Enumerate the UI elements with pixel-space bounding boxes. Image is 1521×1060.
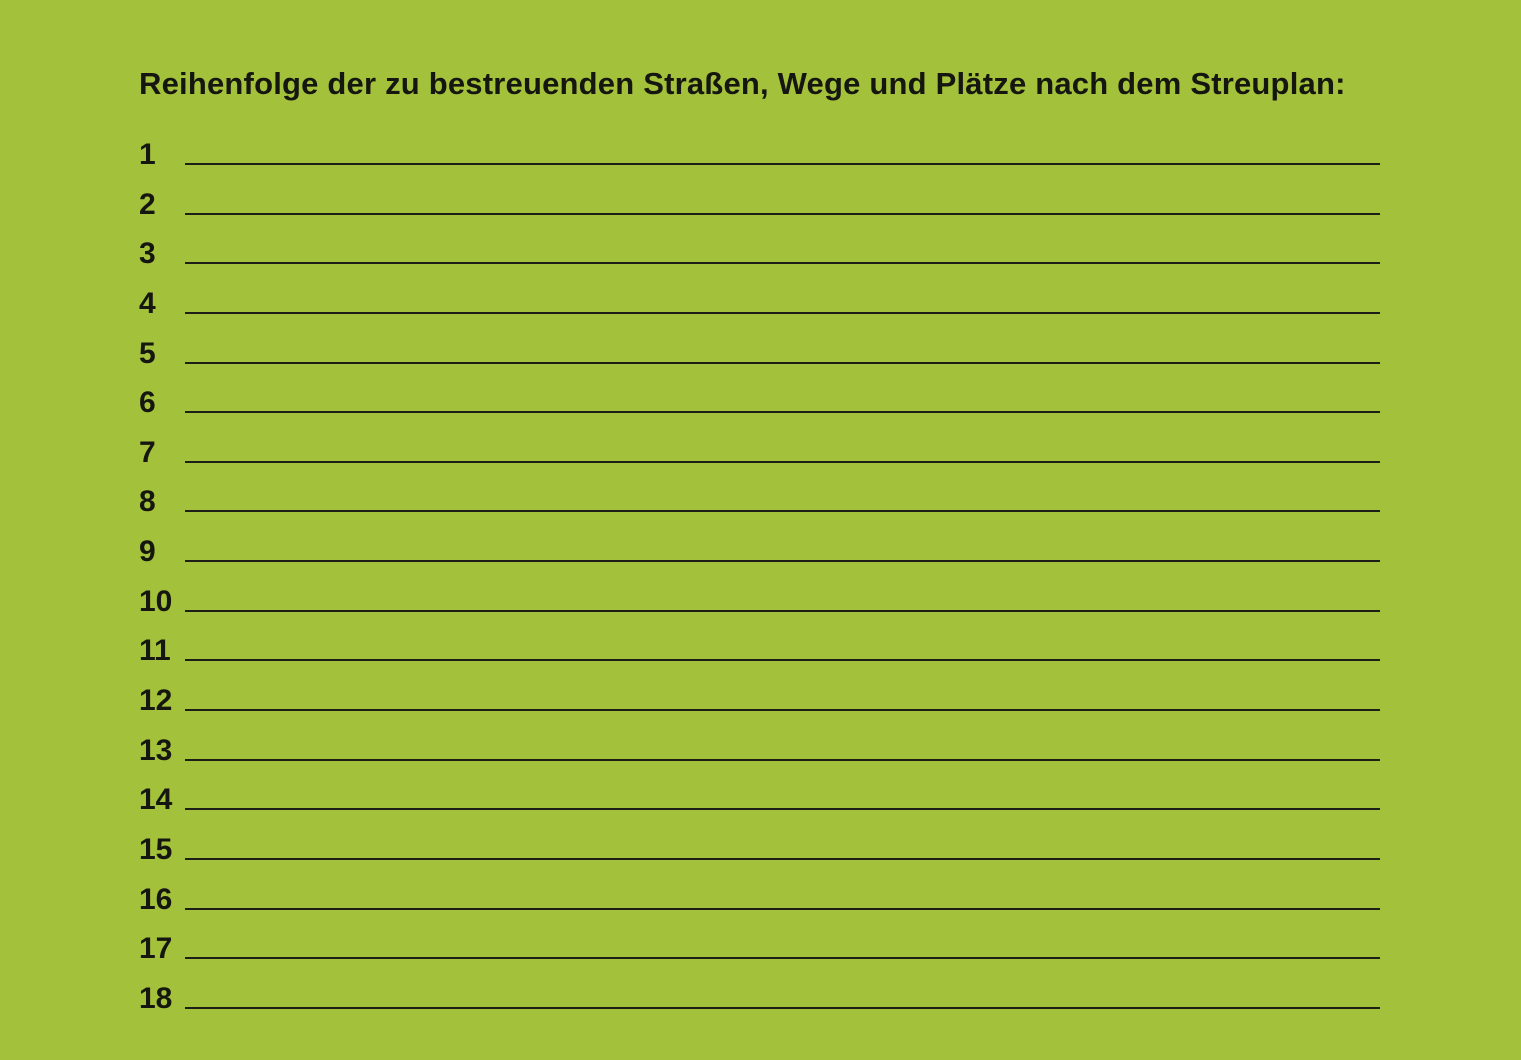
write-in-line (185, 362, 1380, 364)
list-item (139, 237, 1380, 287)
item-number: 8 (139, 485, 156, 519)
list-item (139, 734, 1380, 784)
list-item (139, 634, 1380, 684)
write-in-line (185, 610, 1380, 612)
write-in-line (185, 808, 1380, 810)
item-number: 3 (139, 237, 156, 271)
item-number: 6 (139, 386, 156, 420)
item-number: 14 (139, 783, 173, 817)
write-in-line (185, 163, 1380, 165)
list-item (139, 783, 1380, 833)
write-in-line (185, 262, 1380, 264)
numbered-line-list (139, 138, 1380, 1032)
write-in-line (185, 312, 1380, 314)
write-in-line (185, 709, 1380, 711)
write-in-line (185, 510, 1380, 512)
write-in-line (185, 560, 1380, 562)
write-in-line (185, 1007, 1380, 1009)
item-number: 5 (139, 336, 156, 370)
item-number: 11 (139, 634, 171, 668)
write-in-line (185, 213, 1380, 215)
list-item (139, 287, 1380, 337)
item-number: 18 (139, 981, 173, 1015)
item-number: 17 (139, 932, 173, 966)
item-number: 10 (139, 584, 173, 618)
item-number: 1 (139, 138, 156, 171)
list-item (139, 138, 1380, 188)
write-in-line (185, 858, 1380, 860)
list-item (139, 585, 1380, 635)
list-item (139, 188, 1380, 238)
list-item (139, 684, 1380, 734)
list-item (139, 982, 1380, 1032)
item-number: 12 (139, 684, 173, 718)
item-number: 7 (139, 435, 156, 469)
item-number: 9 (139, 535, 156, 569)
list-item (139, 535, 1380, 585)
write-in-line (185, 908, 1380, 910)
list-item (139, 386, 1380, 436)
item-number: 13 (139, 733, 173, 767)
list-item (139, 337, 1380, 387)
write-in-line (185, 659, 1380, 661)
page-title: Reihenfolge der zu bestreuenden Straßen, Wege und Plätze nach dem Streuplan: (139, 66, 1346, 101)
write-in-line (185, 411, 1380, 413)
write-in-line (185, 461, 1380, 463)
write-in-line (185, 759, 1380, 761)
list-item (139, 485, 1380, 535)
item-number: 16 (139, 882, 173, 916)
item-number: 15 (139, 832, 173, 866)
write-in-line (185, 957, 1380, 959)
item-number: 4 (139, 286, 156, 320)
list-item (139, 833, 1380, 883)
list-item (139, 883, 1380, 933)
list-item (139, 436, 1380, 486)
list-item (139, 932, 1380, 982)
item-number: 2 (139, 187, 156, 221)
